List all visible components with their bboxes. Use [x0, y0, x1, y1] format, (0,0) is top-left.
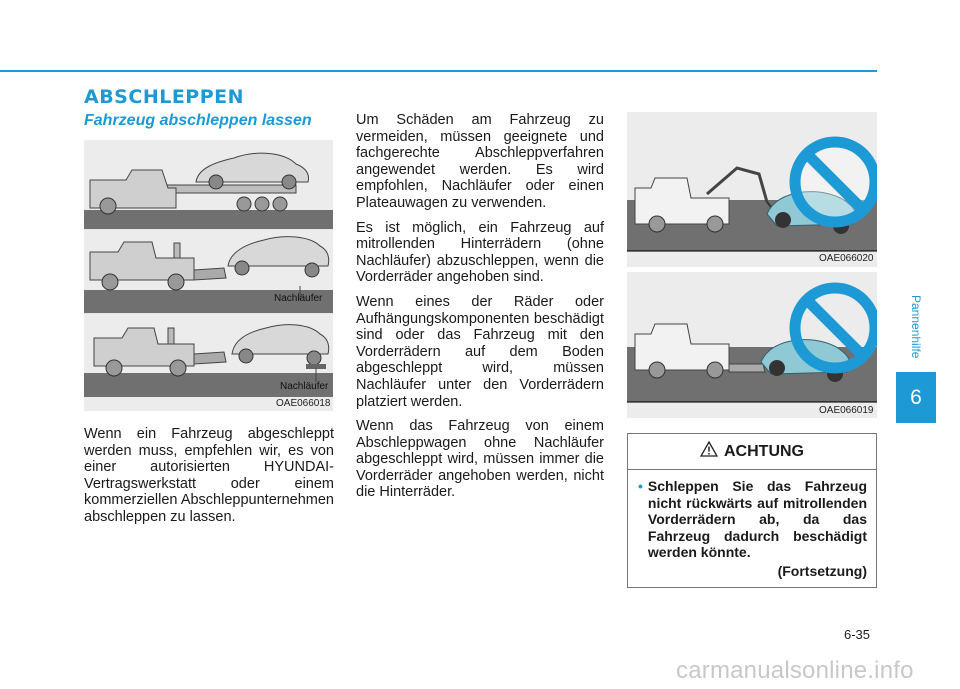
warning-item [638, 478, 867, 561]
middle-paragraph-2: Es ist möglich, ein Fahrzeug auf mitrollenden Hinterrädern (ohne Nachläufer) abzuschleppen, wenn die Vorderräder angehoben sind. [356, 219, 604, 286]
warning-title: ACHTUNG [724, 442, 804, 460]
warning-triangle-icon [700, 441, 718, 462]
warning-box [627, 433, 877, 588]
warning-header [628, 434, 876, 470]
middle-paragraph-4: Wenn das Fahrzeug von einem Abschleppwagen ohne Nachläufer abgeschleppt wird, müssen immer die Vorderräder angehoben werden, nicht die Hinterräder. [356, 418, 604, 501]
figure-no-wrong-tow-1 [627, 112, 877, 267]
warning-continued: (Fortsetzung) [777, 562, 867, 579]
left-column-text [84, 426, 334, 534]
figure-code-right-top: OAE066020 [819, 253, 874, 264]
figure-label-dolly-2: Nachläufer [280, 381, 329, 392]
left-paragraph: Wenn ein Fahrzeug abgeschleppt werden muss, empfehlen wir, es von einer autorisierten HYUNDAI-Vertragswerkstatt oder einem kommerziellen Abschleppunternehmen abschleppen zu lassen. [84, 426, 334, 525]
warning-bullet: • [638, 478, 643, 494]
middle-column-text [356, 112, 604, 509]
middle-paragraph-3: Wenn eines der Räder oder Aufhängungskomponenten beschädigt sind oder das Fahrzeug mit den Vorderrädern auf dem Boden abgeschleppt wird, müssen Nachläufer unter den Vorderrädern platziert werden. [356, 293, 604, 410]
page-number: 6-35 [844, 627, 871, 642]
chapter-label: Pannenhilfe [909, 295, 923, 359]
figure-no-wrong-tow-2 [627, 272, 877, 418]
top-rule [0, 70, 877, 72]
subtitle: Fahrzeug abschleppen lassen [84, 112, 312, 129]
figure-code-left: OAE066018 [276, 398, 331, 409]
figure-label-dolly-1: Nachläufer [274, 293, 323, 304]
figure-tow-methods [84, 140, 333, 411]
warning-body [628, 470, 876, 579]
middle-paragraph-1: Um Schäden am Fahrzeug zu vermeiden, müssen geeignete und fachgerechte Abschleppverfahren angewendet werden. Es wird empfohlen, Nachläufer oder einen Plateauwagen zu verwenden. [356, 112, 604, 211]
watermark: carmanualsonline.info [676, 657, 914, 684]
section-title: ABSCHLEPPEN [84, 86, 245, 108]
figure-code-right-bottom: OAE066019 [819, 405, 874, 416]
warning-text: Schleppen Sie das Fahrzeug nicht rückwärts auf mitrollenden Vorderrädern ab, da das Fahrzeug dadurch beschädigt werden könnte. [647, 478, 867, 560]
chapter-tab[interactable]: 6 [896, 372, 936, 423]
